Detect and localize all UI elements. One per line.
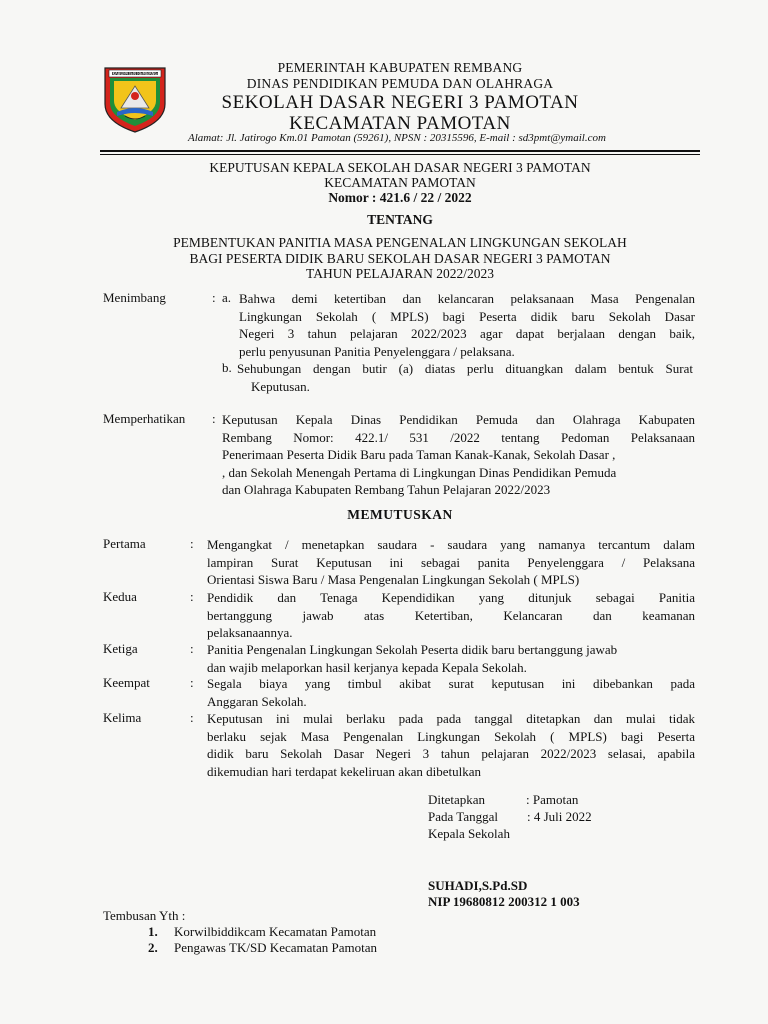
decision-label: Ketiga [103,641,138,656]
tanggal-label: Pada Tanggal [428,809,498,824]
menimbang-a-marker: a. [222,290,232,305]
decision-line: Segala biaya yang timbul akibat surat keputusan ini dibebankan pada [207,676,695,691]
memperhatikan-line: Penerimaan Peserta Didik Baru pada Taman Kanak-Kanak, Sekolah Dasar , [222,447,616,463]
decision-line: Pendidik dan Tenaga Kependidikan yang ditunjuk sebagai Panitia [207,590,695,605]
decision-line: pelaksanaannya. [207,625,293,641]
memperhatikan-text [222,411,695,499]
tembusan-label: Tembusan Yth : [103,908,186,923]
decision-line: berlaku sejak Masa Pengenalan Lingkungan Sekolah ( MPLS) bagi Peserta [207,728,695,744]
memperhatikan-label: Memperhatikan [103,411,186,426]
header-school-name: SEKOLAH DASAR NEGERI 3 PAMOTAN [221,92,579,113]
memperhatikan-line: dan Olahraga Kabupaten Rembang Tahun Pelajaran 2022/2023 [222,482,551,498]
signatory-position: Kepala Sekolah [428,826,510,841]
decision-line: didik baru Sekolah Dasar Negeri 3 tahun pelajaran 2022/2023 selasai, apabila [207,746,695,762]
tanggal-value: : 4 Juli 2022 [527,809,592,824]
decision-line: Panitia Pengenalan Lingkungan Sekolah Peserta didik baru bertanggung jawab [207,642,618,657]
decision-line: Keputusan ini mulai berlaku pada pada tanggal ditetapkan dan mulai tidak [207,711,695,726]
decision-label: Kelima [103,710,142,725]
decision-colon: : [190,589,194,604]
tembusan-item: Pengawas TK/SD Kecamatan Pamotan [174,940,378,955]
letterhead-rule-thin [100,154,700,155]
tembusan-item-number: 1. [148,924,158,939]
subject-line-1: PEMBENTUKAN PANITIA MASA PENGENALAN LINGKUNGAN SEKOLAH [173,235,627,250]
decision-line: Orientasi Siswa Baru / Masa Pengenalan Lingkungan Sekolah ( MPLS) [207,572,580,588]
menimbang-b-text [237,360,693,395]
decision-line: Anggaran Sekolah. [207,693,307,709]
decision-text [207,641,695,676]
tentang-heading: TENTANG [367,212,433,227]
emblem-banner-text: KABUPATEN REMBANG [112,71,158,76]
subject-line-3: TAHUN PELAJARAN 2022/2023 [306,266,494,281]
decision-line: bertanggung jawab atas Ketertiban, Kelancaran dan keamanan [207,607,695,623]
header-address: Alamat: Jl. Jatirogo Km.01 Pamotan (59261), NPSN : 20315596, E-mail : sd3pmt@ymail.com [188,132,606,144]
menimbang-a-line: Lingkungan Sekolah ( MPLS) bagi Peserta didik baru Sekolah Dasar [239,308,695,324]
menimbang-b-line: Keputusan. [251,378,310,394]
decision-line: Mengangkat / menetapkan saudara - saudara yang namanya tercantum dalam [207,537,695,552]
decision-line: dikemudian hari terdapat kekeliruan akan dibetulkan [207,763,481,779]
memperhatikan-line: Rembang Nomor: 422.1/ 531 /2022 tentang Pedoman Pelaksanaan [222,429,695,445]
letterhead-rule-thick [100,150,700,152]
memutuskan-heading: MEMUTUSKAN [347,507,453,522]
menimbang-a-line: Negeri 3 tahun pelajaran 2022/2023 agar dapat berjalaan dengan baik, [239,326,695,342]
signatory-name: SUHADI,S.Pd.SD [428,878,528,893]
decision-label: Keempat [103,675,150,690]
decree-number: Nomor : 421.6 / 22 / 2022 [328,190,472,205]
decree-title-district: KECAMATAN PAMOTAN [324,175,476,190]
menimbang-label: Menimbang [103,290,166,305]
signatory-nip: NIP 19680812 200312 1 003 [428,894,580,909]
tembusan-item-number: 2. [148,940,158,955]
subject-line-2: BAGI PESERTA DIDIK BARU SEKOLAH DASAR NEGERI 3 PAMOTAN [189,251,611,266]
header-district: KECAMATAN PAMOTAN [289,113,511,134]
menimbang-b-line: Sehubungan dengan butir (a) diatas perlu dituangkan dalam bentuk Surat [237,361,693,376]
memperhatikan-colon: : [212,411,216,426]
decision-text [207,675,695,710]
menimbang-a-line: Bahwa demi ketertiban dan kelancaran pelaksanaan Masa Pengenalan [239,291,695,306]
header-gov-line: PEMERINTAH KABUPATEN REMBANG [277,60,523,75]
decision-line: dan wajib melaporkan hasil kerjanya kepada Kepala Sekolah. [207,659,527,675]
tembusan-item: Korwilbiddikcam Kecamatan Pamotan [174,924,377,939]
decree-title: KEPUTUSAN KEPALA SEKOLAH DASAR NEGERI 3 PAMOTAN [209,160,591,175]
header-dept-line: DINAS PENDIDIKAN PEMUDA DAN OLAHRAGA [246,76,554,91]
menimbang-b-marker: b. [222,360,232,375]
decision-text [207,589,695,642]
memperhatikan-line: , dan Sekolah Menengah Pertama di Lingkungan Dinas Pendidikan Pemuda [222,464,617,480]
decision-colon: : [190,536,194,551]
decision-text [207,536,695,589]
decision-label: Pertama [103,536,146,551]
decision-text [207,710,695,780]
memperhatikan-line: Keputusan Kepala Dinas Pendidikan Pemuda dan Olahraga Kabupaten [222,412,695,427]
ditetapkan-value: : Pamotan [526,792,579,807]
menimbang-a-text [239,290,695,360]
decision-colon: : [190,675,194,690]
menimbang-colon: : [212,290,216,305]
decision-line: lampiran Surat Keputusan ini sebagai panita Penyelenggara / Pelaksana [207,554,695,570]
ditetapkan-label: Ditetapkan [428,792,486,807]
decision-colon: : [190,641,194,656]
decision-colon: : [190,710,194,725]
decision-label: Kedua [103,589,137,604]
menimbang-a-line: perlu penyusunan Panitia Penyelenggara / pelaksana. [239,343,515,359]
